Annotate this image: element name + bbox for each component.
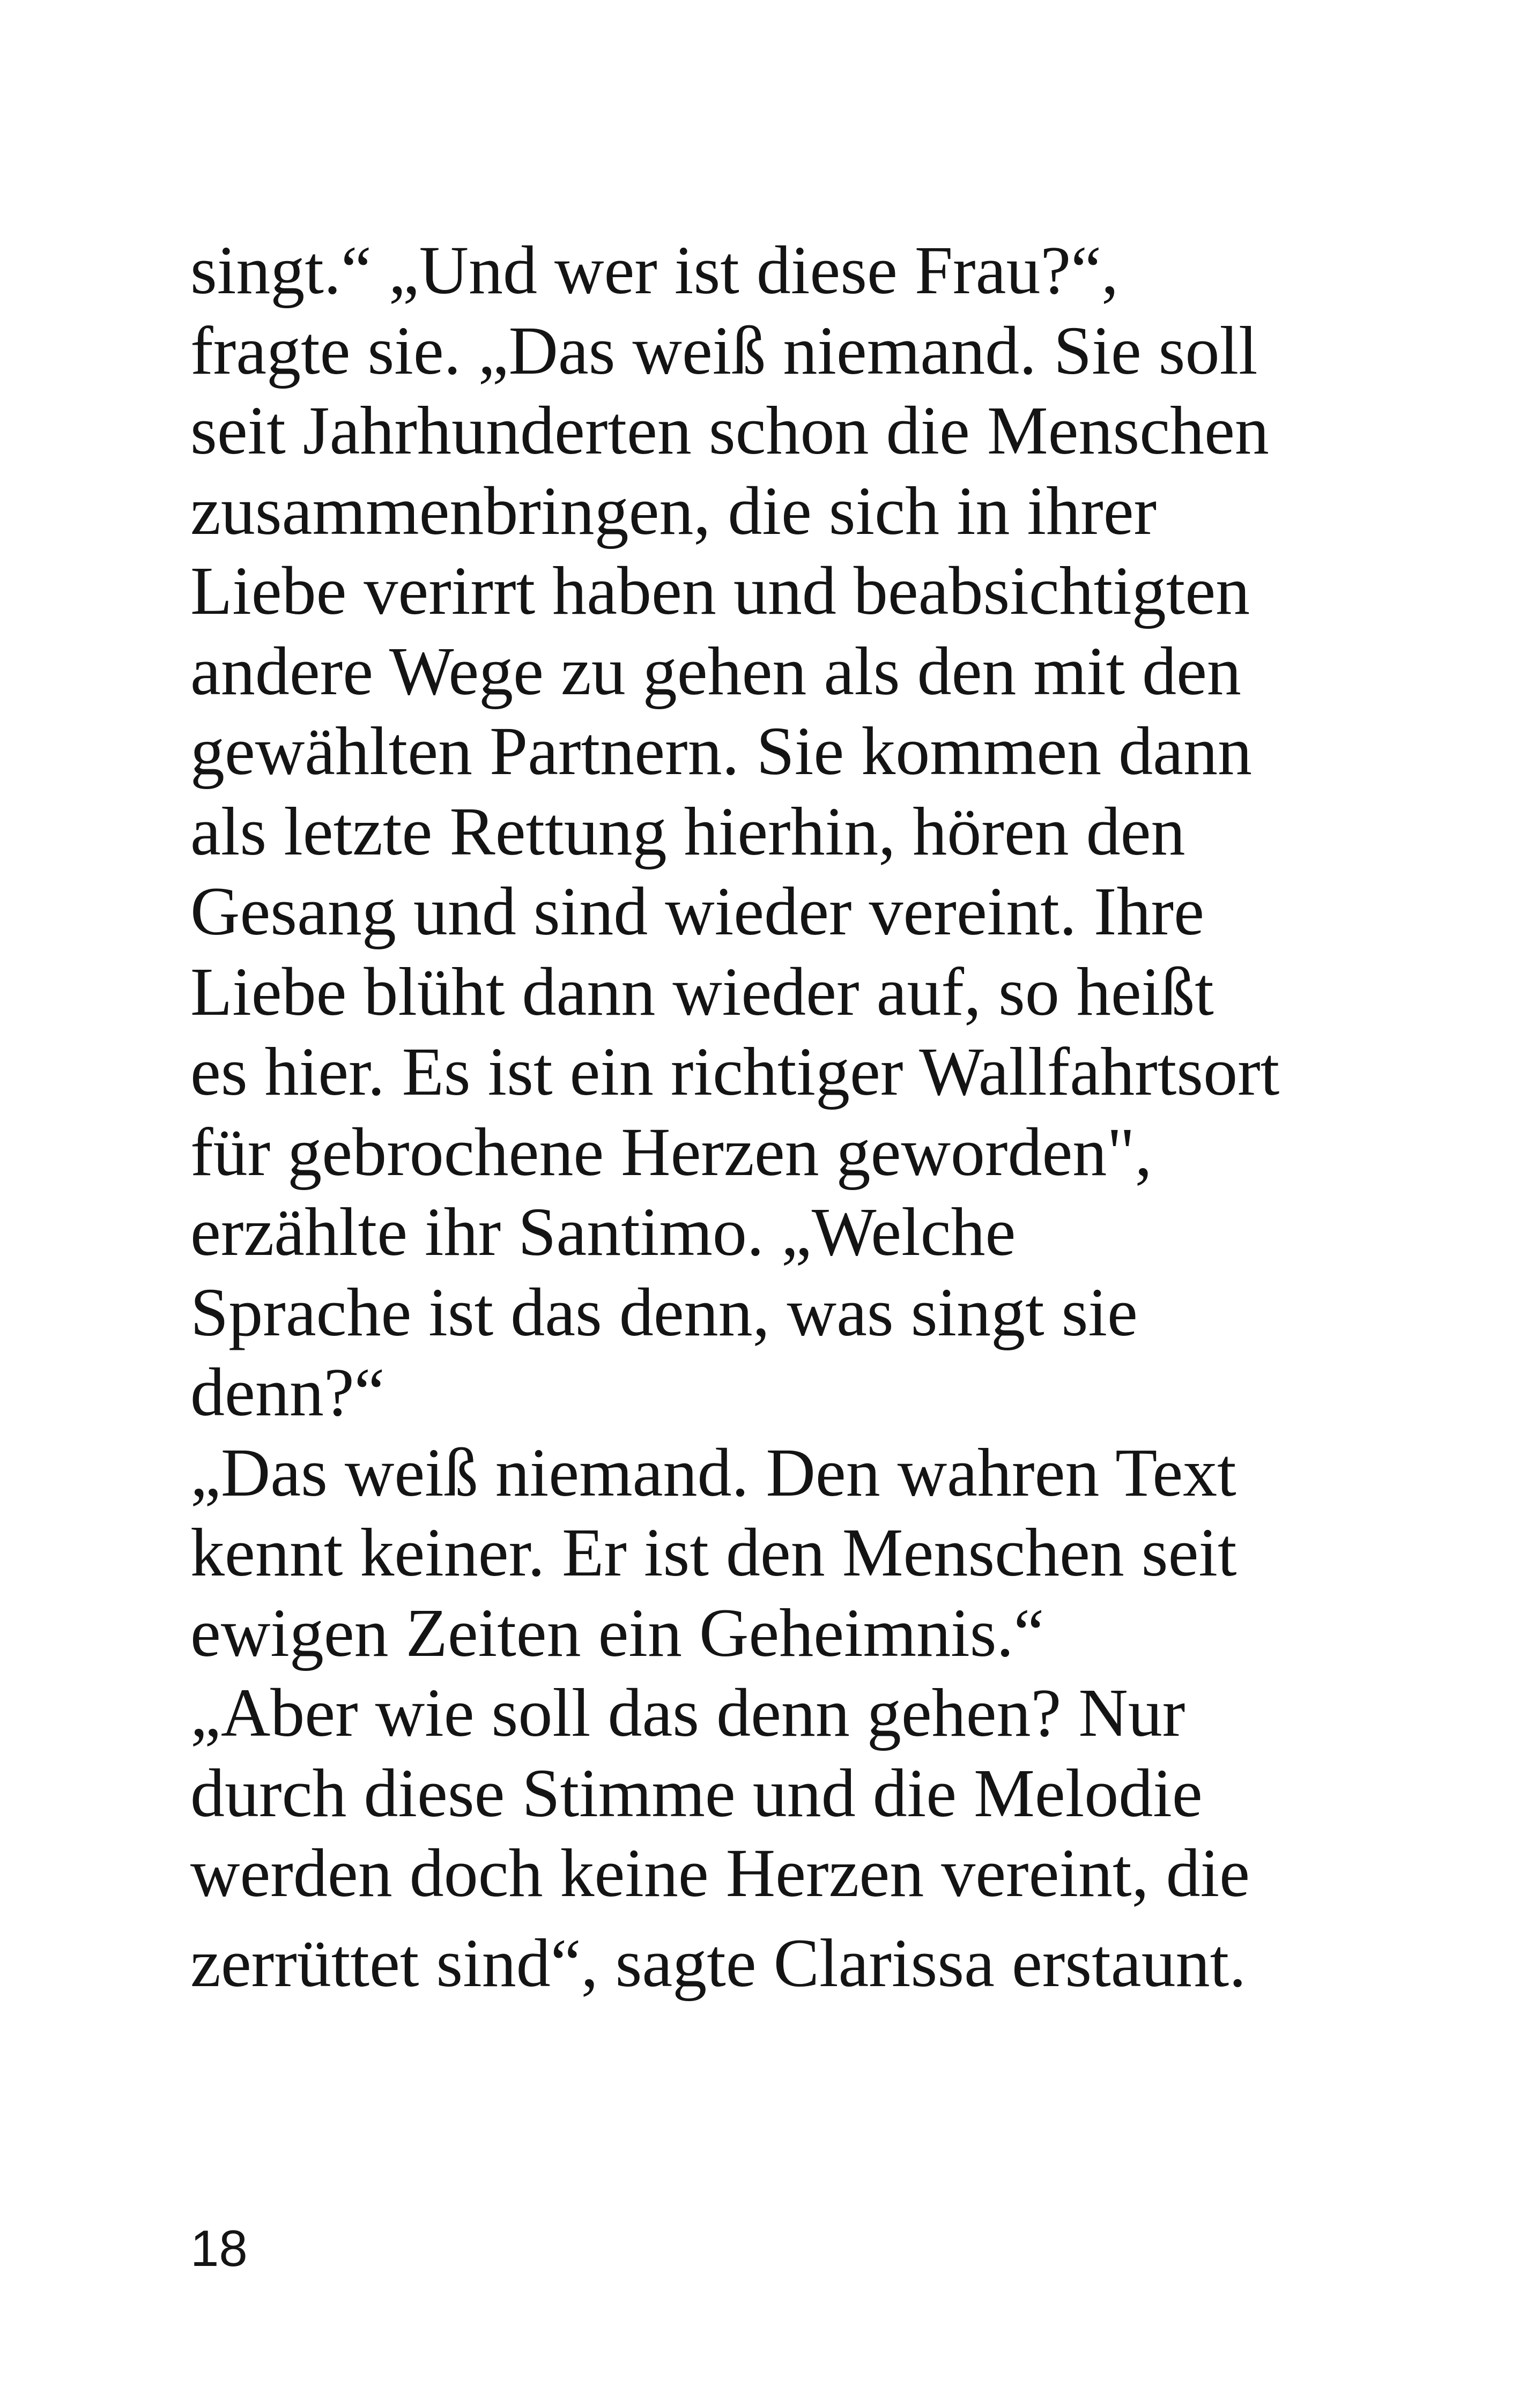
text-line: ewigen Zeiten ein Geheimnis.“ [190, 1594, 1044, 1671]
text-line: Liebe verirrt haben und beabsichtigten [190, 553, 1250, 629]
text-line: es hier. Es ist ein richtiger Wallfahrtsort [190, 1034, 1280, 1110]
text-line: seit Jahrhunderten schon die Menschen [190, 392, 1269, 469]
text-line: für gebrochene Herzen geworden", [190, 1113, 1152, 1190]
text-line: durch diese Stimme und die Melodie [190, 1755, 1203, 1831]
text-line: Gesang und sind wieder vereint. Ihre [190, 873, 1204, 949]
text-line: Sprache ist das denn, was singt sie [190, 1274, 1138, 1350]
page-number: 18 [190, 2220, 248, 2277]
text-line: werden doch keine Herzen vereint, die [190, 1835, 1250, 1911]
body-text [190, 231, 1477, 2003]
text-line: zerrüttet sind“, sagte Clarissa erstaunt. [190, 1924, 1247, 2001]
text-line: „Aber wie soll das denn gehen? Nur [190, 1675, 1185, 1751]
text-line: denn?“ [190, 1354, 385, 1430]
text-line: andere Wege zu gehen als den mit den [190, 633, 1241, 709]
text-line: fragte sie. „Das weiß niemand. Sie soll [190, 312, 1258, 389]
text-line: „Das weiß niemand. Den wahren Text [190, 1434, 1236, 1511]
text-line: als letzte Rettung hierhin, hören den [190, 793, 1185, 869]
text-line: singt.“ „Und wer ist diese Frau?“, [190, 232, 1119, 308]
text-line: gewählten Partnern. Sie kommen dann [190, 713, 1252, 789]
text-line: zusammenbringen, die sich in ihrer [190, 472, 1157, 549]
text-line: kennt keiner. Er ist den Menschen seit [190, 1514, 1237, 1591]
text-line: Liebe blüht dann wieder auf, so heißt [190, 953, 1214, 1030]
text-line: erzählte ihr Santimo. „Welche [190, 1194, 1016, 1270]
